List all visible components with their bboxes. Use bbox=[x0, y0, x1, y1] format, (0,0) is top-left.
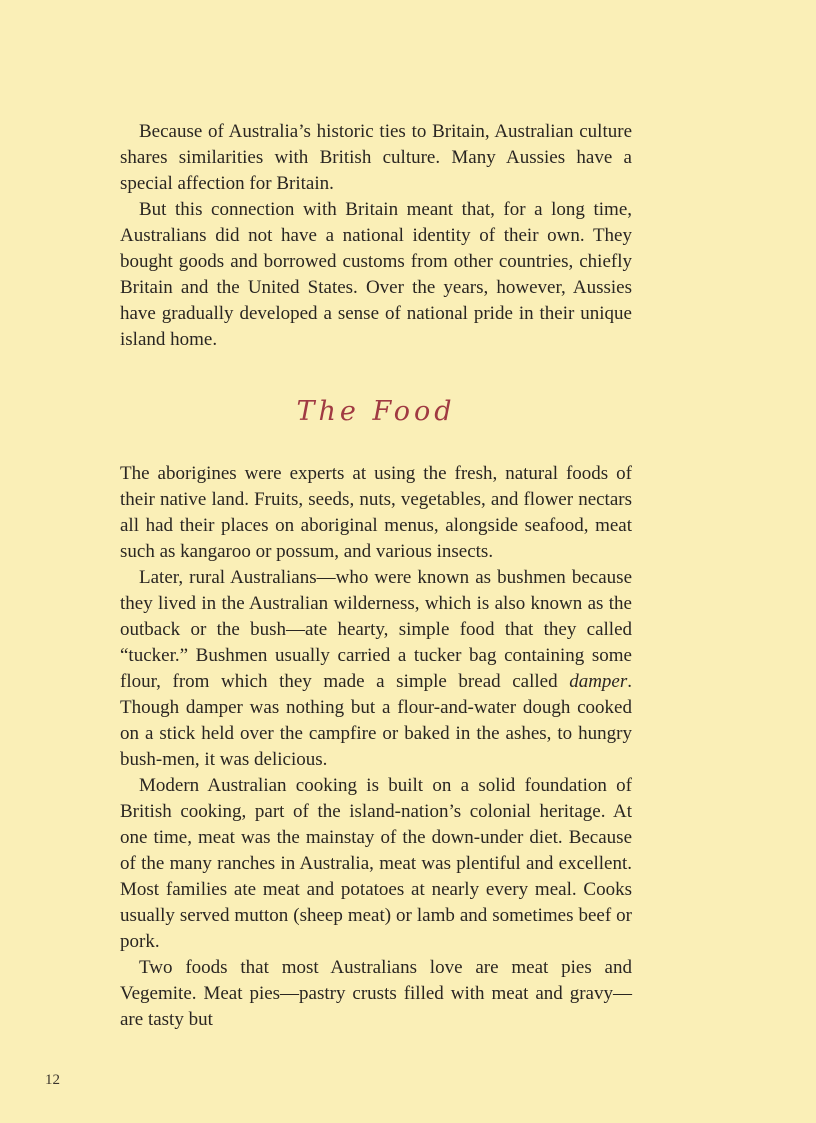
section-heading: The Food bbox=[296, 396, 456, 427]
food-paragraph-1: The aborigines were experts at using the fresh, natural foods of their native land. Fruits, seeds, nuts, vegetables, and flower nectars all had their places on aboriginal menus, alongside seafood, meat such as kangaroo or possum, and various insects. bbox=[120, 463, 632, 562]
intro-text-block bbox=[120, 119, 632, 353]
food-paragraph-2 bbox=[120, 565, 632, 773]
food-paragraph-3: Modern Australian cooking is built on a solid foundation of British cooking, part of the island-nation’s colonial heritage. At one time, meat was the mainstay of the down-under diet. Because of the many ranches in Australia, meat was plentiful and excellent. Most families ate meat and potatoes at nearly every meal. Cooks usually served mutton (sheep meat) or lamb and sometimes beef or pork. bbox=[120, 775, 632, 952]
damper-term: damper bbox=[569, 671, 628, 692]
food-paragraph-2-start: Later, rural Australians—who were known as bushmen because they lived in the Australian wilderness, which is also known as the outback or the bush—ate hearty, simple food that they called “tucker.” Bushmen usually carried a tucker bag containing some flour, from which they made a simple bread called bbox=[120, 567, 632, 692]
page-number: 12 bbox=[45, 1072, 60, 1088]
food-paragraph-2-end: . Though damper was nothing but a flour-and-water dough cooked on a stick held over the campfire or baked in the ashes, to hungry bush-men, it was delicious. bbox=[120, 671, 632, 770]
intro-paragraph-1: Because of Australia’s historic ties to Britain, Australian culture shares similarities with British culture. Many Aussies have a special affection for Britain. bbox=[120, 121, 632, 194]
food-text-block bbox=[120, 461, 632, 1033]
food-paragraph-4: Two foods that most Australians love are meat pies and Vegemite. Meat pies—pastry crusts filled with meat and gravy—are tasty but bbox=[120, 957, 632, 1030]
intro-paragraph-2: But this connection with Britain meant that, for a long time, Australians did not have a national identity of their own. They bought goods and borrowed customs from other countries, chiefly Britain and the United States. Over the years, however, Aussies have gradually developed a sense of national pride in their unique island home. bbox=[120, 199, 632, 350]
